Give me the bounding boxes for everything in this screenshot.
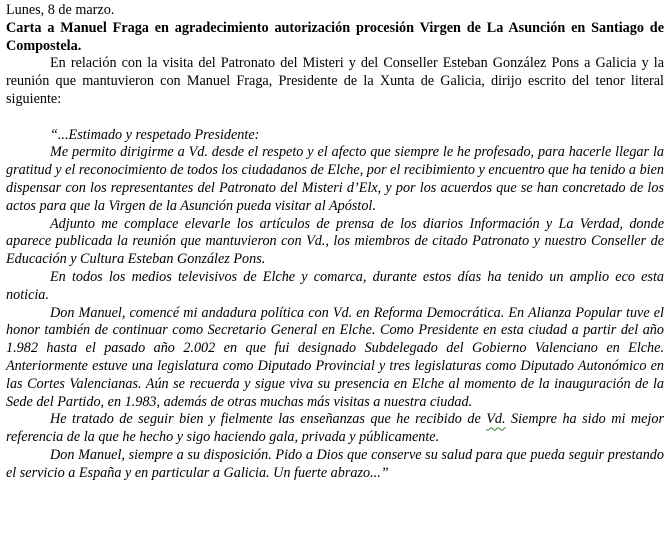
letter-greeting: “...Estimado y respetado Presidente: bbox=[50, 126, 260, 143]
paragraph-television: En todos los medios televisivos de Elche y comarca, durante estos días ha tenido un amplio eco esta noticia. bbox=[6, 268, 664, 303]
paragraph-fidelity bbox=[6, 411, 664, 447]
paragraph-political-career: Don Manuel, comencé mi andadura política con Vd. en Reforma Democrática. En Alianza Popular tuve el honor también de continuar como Secretario General en Elche. Como Presidente en esta ciudad a partir del año 1.982 hasta el pasado año 2.002 en que fui designado Subdelegado del Gobierno Valenciano en Elche. Anteriormente estuve una legislatura como Diputado Provincial y tres legislaturas como Diputado Autonómico en las Cortes Valencianas. Aún se recuerda y sigue viva su presencia en Elche al momento de la inauguración de la Sede del Partido, en 1.983, además de otras muchas más visitas a nuestra ciudad. bbox=[6, 304, 664, 410]
paragraph-gratitude: Me permito dirigirme a Vd. desde el respeto y el afecto que siempre le he profesado, para hacerle llegar la gratitud y el reconocimiento de todos los ciudadanos de Elche, por el recibimiento y encuentro que ha tenido a bien dispensar con los representantes del Patronato del Misteri d’Elx, y por los acuerdos que se han concretado de los actos para que la Virgen de la Asunción pueda visitar al Apóstol. bbox=[6, 144, 664, 214]
quoted-letter bbox=[6, 127, 664, 483]
paragraph-closing: Don Manuel, siempre a su disposición. Pido a Dios que conserve su salud para que pueda seguir prestando el servicio a España y en particular a Galicia. Un fuerte abrazo...” bbox=[6, 446, 664, 481]
fidelity-text-after: Siempre ha sido mi mejor referencia de la que he hecho y sigo haciendo gala, privada y públicamente. bbox=[6, 411, 664, 446]
spellcheck-marked-word: Vd. bbox=[486, 411, 506, 428]
paragraph-press-articles: Adjunto me complace elevarle los artículos de prensa de los diarios Información y La Verdad, donde aparece publicada la reunión que mantuvieron con Vd., los miembros de citado Patronato y nuestro Conseller de Educación y Cultura Esteban González Pons. bbox=[6, 215, 664, 268]
letter-title: Carta a Manuel Fraga en agradecimiento autorización procesión Virgen de La Asunción en Santiago de Compostela. bbox=[6, 19, 664, 54]
intro-paragraph: En relación con la visita del Patronato del Misteri y del Conseller Esteban González Pons a Galicia y la reunión que mantuvieron con Manuel Fraga, Presidente de la Xunta de Galicia, dirijo escrito del tenor literal siguiente: bbox=[6, 55, 664, 107]
date-line: Lunes, 8 de marzo. bbox=[6, 2, 115, 18]
fidelity-text-before: He tratado de seguir bien y fielmente las enseñanzas que he recibido de bbox=[50, 411, 487, 428]
document-body bbox=[6, 2, 664, 483]
